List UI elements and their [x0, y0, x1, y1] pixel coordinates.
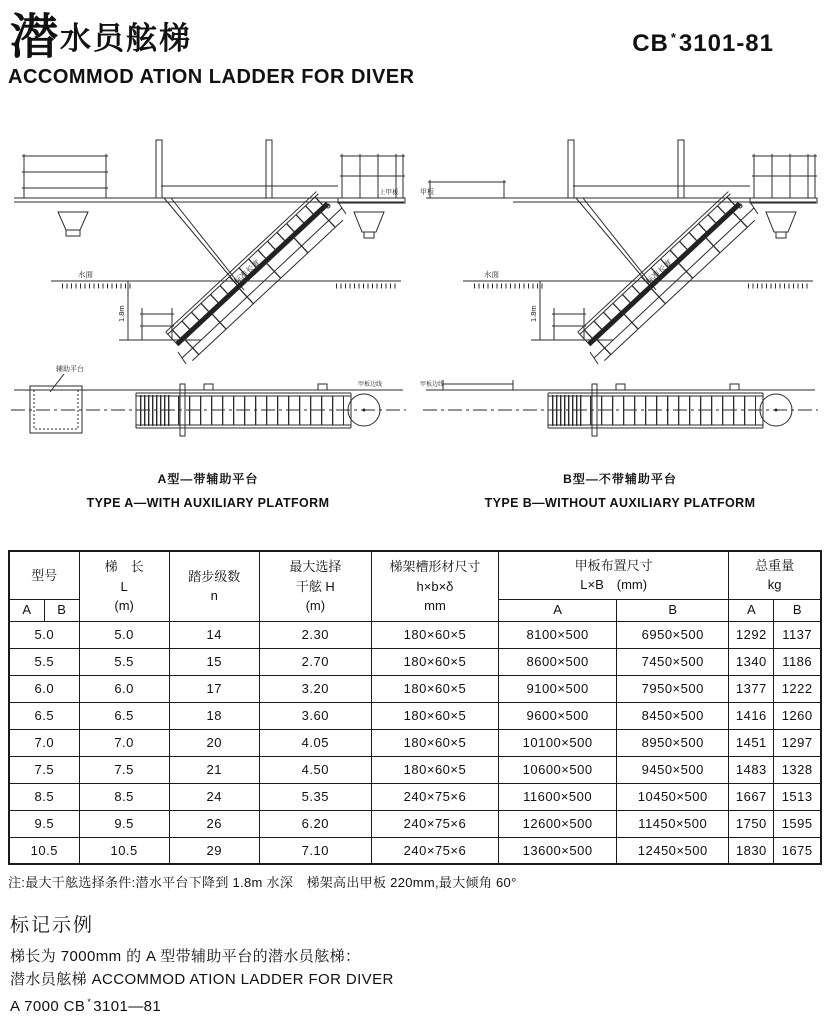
- table-cell: 8600×500: [499, 648, 617, 675]
- table-row: [9, 756, 821, 783]
- example-line1: 梯长为 7000mm 的 A 型带辅助平台的潜水员舷梯：: [10, 948, 361, 965]
- table-cell: 180×60×5: [371, 702, 498, 729]
- header-model-b: B: [44, 599, 79, 621]
- table-cell: 6.20: [259, 810, 371, 837]
- table-cell: 2.30: [259, 621, 371, 648]
- table-cell: 8.5: [9, 783, 79, 810]
- table-cell: 9.5: [79, 810, 169, 837]
- header-deck-size: [499, 551, 729, 599]
- table-cell: 6.0: [79, 675, 169, 702]
- table-row: [9, 702, 821, 729]
- table-cell: 20: [169, 729, 259, 756]
- table-cell: 8950×500: [617, 729, 729, 756]
- table-cell: 8.5: [79, 783, 169, 810]
- header-length: [79, 551, 169, 621]
- marking-example: [10, 910, 394, 1018]
- deck-edge-label: 甲板边线: [358, 382, 383, 388]
- standard-star: *: [670, 30, 677, 45]
- table-cell: 6950×500: [617, 621, 729, 648]
- table-row: [9, 675, 821, 702]
- table-cell: 26: [169, 810, 259, 837]
- table-cell: 240×75×6: [371, 810, 498, 837]
- type-b-drawing: [418, 128, 822, 468]
- table-cell: 4.50: [259, 756, 371, 783]
- header-length-unit: (m): [114, 598, 134, 613]
- figure-type-a: [6, 128, 410, 510]
- table-cell: 11600×500: [499, 783, 617, 810]
- table-cell: 180×60×5: [371, 648, 498, 675]
- standard-length-label: 标准长度: [644, 257, 675, 287]
- table-row: [9, 621, 821, 648]
- type-a-caption-en: TYPE A—WITH AUXILIARY PLATFORM: [86, 496, 330, 510]
- table-cell: 14: [169, 621, 259, 648]
- table-cell: 21: [169, 756, 259, 783]
- header-deck-a: A: [499, 599, 617, 621]
- depth-label: 1.8m: [529, 305, 538, 322]
- table-cell: 3.60: [259, 702, 371, 729]
- table-cell: 9450×500: [617, 756, 729, 783]
- table-cell: 1416: [729, 702, 774, 729]
- table-cell: 1830: [729, 837, 774, 864]
- table-cell: 5.5: [9, 648, 79, 675]
- header-weight-b: B: [774, 599, 821, 621]
- header-steps-symbol: n: [210, 588, 218, 604]
- table-cell: 5.5: [79, 648, 169, 675]
- table-cell: 2.70: [259, 648, 371, 675]
- header-length-zh: 梯 长: [104, 559, 144, 574]
- example-line3: [10, 991, 394, 1018]
- header-freeboard-zh2: 干舷 H: [295, 578, 335, 594]
- header-channel-unit: mm: [424, 598, 446, 613]
- table-cell: 7.10: [259, 837, 371, 864]
- table-cell: 5.0: [79, 621, 169, 648]
- table-row: [9, 648, 821, 675]
- header-deck-zh: 甲板布置尺寸: [574, 557, 653, 573]
- depth-label: 1.8m: [117, 305, 126, 322]
- deck-label: 甲板: [420, 189, 434, 196]
- table-cell: 6.5: [9, 702, 79, 729]
- table-cell: 240×75×6: [371, 837, 498, 864]
- header-steps: [169, 551, 259, 621]
- title-rest: 水员舷梯: [60, 20, 193, 56]
- header-model: 型号: [9, 551, 79, 599]
- table-cell: 5.0: [9, 621, 79, 648]
- table-cell: 17: [169, 675, 259, 702]
- header-deck-symbol: L×B (mm): [580, 577, 648, 593]
- page-title: [10, 11, 193, 64]
- table-cell: 1328: [774, 756, 821, 783]
- table-cell: 15: [169, 648, 259, 675]
- type-b-caption-en: TYPE B—WITHOUT AUXILIARY PLATFORM: [484, 496, 756, 510]
- header-deck-b: B: [617, 599, 729, 621]
- table-cell: 3.20: [259, 675, 371, 702]
- standard-prefix: CB: [632, 30, 669, 57]
- table-cell: 1667: [729, 783, 774, 810]
- table-note: 注:最大干舷选择条件:潜水平台下降到 1.8m 水深 梯架高出甲板 220mm,最大倾角 60°: [8, 875, 517, 890]
- table-row: [9, 729, 821, 756]
- table-cell: 7.0: [9, 729, 79, 756]
- example-line2: 潜水员舷梯 ACCOMMOD ATION LADDER FOR DIVER: [10, 971, 394, 988]
- table-cell: 1260: [774, 702, 821, 729]
- table-row: [9, 810, 821, 837]
- table-cell: 9100×500: [499, 675, 617, 702]
- table-cell: 240×75×6: [371, 783, 498, 810]
- table-cell: 1222: [774, 675, 821, 702]
- upper-deck-label: 上甲板: [379, 189, 399, 196]
- header-steps-zh: 踏步级数: [188, 568, 241, 584]
- table-cell: 10450×500: [617, 783, 729, 810]
- header-weight-zh: 总重量: [755, 557, 795, 573]
- table-cell: 1750: [729, 810, 774, 837]
- table-cell: 12450×500: [617, 837, 729, 864]
- table-cell: 10100×500: [499, 729, 617, 756]
- header-freeboard: [259, 551, 371, 621]
- title-first-char: 潜: [10, 11, 59, 64]
- table-cell: 13600×500: [499, 837, 617, 864]
- example-line3-suffix: 3101—81: [93, 998, 162, 1015]
- example-heading: 标记示例: [10, 915, 95, 936]
- header-weight-a: A: [729, 599, 774, 621]
- table-cell: 180×60×5: [371, 729, 498, 756]
- table-cell: 1377: [729, 675, 774, 702]
- table-cell: 6.5: [79, 702, 169, 729]
- header-weight: [729, 551, 821, 599]
- table-cell: 7950×500: [617, 675, 729, 702]
- table-cell: 11450×500: [617, 810, 729, 837]
- header-channel-zh: 梯架槽形材尺寸: [389, 559, 481, 574]
- type-a-drawing: [6, 128, 410, 468]
- table-cell: 7.0: [79, 729, 169, 756]
- table-cell: 1675: [774, 837, 821, 864]
- water-surface-label: 水面: [484, 270, 499, 279]
- table-row: [9, 783, 821, 810]
- header-freeboard-zh1: 最大选择: [289, 559, 342, 574]
- standard-digits: 3101-81: [678, 30, 774, 57]
- table-cell: 10600×500: [499, 756, 617, 783]
- table-cell: 180×60×5: [371, 675, 498, 702]
- table-cell: 4.05: [259, 729, 371, 756]
- table-cell: 7.5: [79, 756, 169, 783]
- deck-edge-label: 甲板边线: [420, 382, 445, 388]
- header-model-a: A: [9, 599, 44, 621]
- header-channel: [371, 551, 498, 621]
- table-cell: 9.5: [9, 810, 79, 837]
- table-cell: 1137: [774, 621, 821, 648]
- table-cell: 29: [169, 837, 259, 864]
- table-cell: 1340: [729, 648, 774, 675]
- header-length-symbol: L: [120, 578, 128, 594]
- figure-type-b: [418, 128, 822, 510]
- english-subtitle: ACCOMMOD ATION LADDER FOR DIVER: [8, 66, 415, 88]
- table-cell: 1451: [729, 729, 774, 756]
- table-cell: 9600×500: [499, 702, 617, 729]
- table-cell: 1513: [774, 783, 821, 810]
- table-cell: 8100×500: [499, 621, 617, 648]
- header-freeboard-unit: (m): [305, 598, 326, 613]
- example-line3-star: *: [87, 997, 92, 1007]
- table-cell: 1297: [774, 729, 821, 756]
- table-cell: 1483: [729, 756, 774, 783]
- example-line3-prefix: A 7000 CB: [10, 998, 86, 1015]
- spec-table-body: [9, 621, 821, 864]
- type-a-caption-zh: A型—带辅助平台: [157, 472, 259, 486]
- table-cell: 18: [169, 702, 259, 729]
- table-cell: 1186: [774, 648, 821, 675]
- standard-length-label: 标准长度: [232, 257, 263, 287]
- spec-table: [8, 550, 822, 865]
- standard-number: [632, 30, 774, 58]
- table-cell: 7.5: [9, 756, 79, 783]
- table-cell: 1292: [729, 621, 774, 648]
- header-channel-symbol: h×b×δ: [416, 578, 454, 594]
- table-cell: 180×60×5: [371, 756, 498, 783]
- table-cell: 180×60×5: [371, 621, 498, 648]
- table-cell: 10.5: [79, 837, 169, 864]
- table-cell: 8450×500: [617, 702, 729, 729]
- aux-platform-label: 辅助平台: [56, 366, 84, 373]
- table-cell: 24: [169, 783, 259, 810]
- table-cell: 5.35: [259, 783, 371, 810]
- table-cell: 6.0: [9, 675, 79, 702]
- table-cell: 12600×500: [499, 810, 617, 837]
- table-row: [9, 837, 821, 864]
- table-cell: 1595: [774, 810, 821, 837]
- table-cell: 10.5: [9, 837, 79, 864]
- water-surface-label: 水面: [78, 270, 93, 279]
- header-weight-unit: kg: [767, 577, 782, 593]
- type-b-caption-zh: B型—不带辅助平台: [563, 472, 677, 486]
- table-cell: 7450×500: [617, 648, 729, 675]
